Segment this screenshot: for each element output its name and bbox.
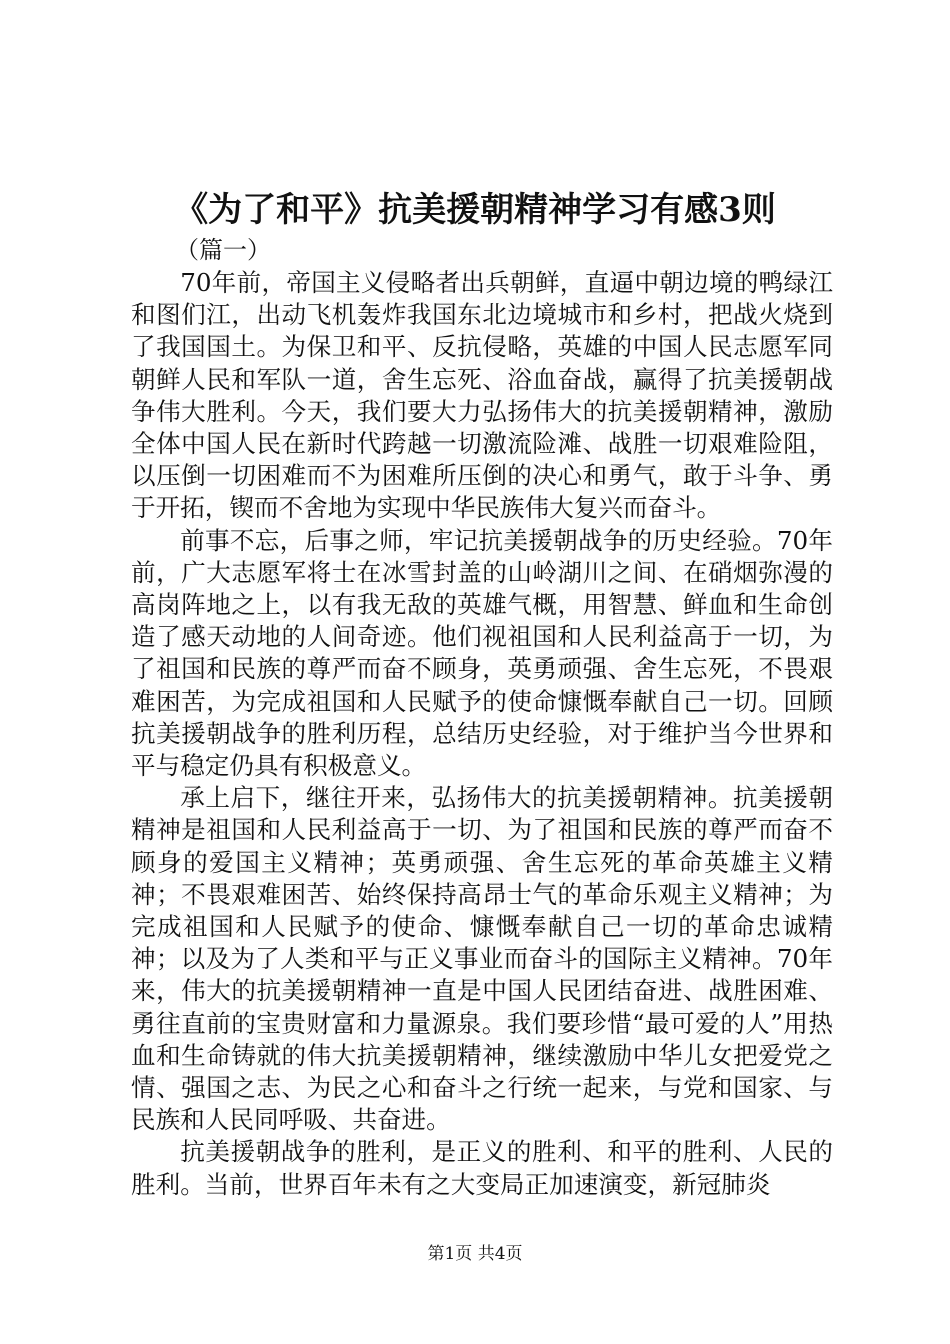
paragraph-4: 抗美援朝战争的胜利，是正义的胜利、和平的胜利、人民的胜利。当前，世界百年未有之大变局正加速演变，新冠肺炎 [131, 1137, 833, 1199]
document-title: 《为了和平》抗美援朝精神学习有感3则 [174, 190, 776, 230]
document-body [131, 267, 833, 1201]
page-indicator: 第1页 共4页 [427, 1244, 523, 1264]
section-label: （篇一） [175, 236, 271, 264]
paragraph-3: 承上启下，继往开来，弘扬伟大的抗美援朝精神。抗美援朝精神是祖国和人民利益高于一切、为了祖国和民族的尊严而奋不顾身的爱国主义精神；英勇顽强、舍生忘死的革命英雄主义精神；不畏艰难困苦、始终保持高昂士气的革命乐观主义精神；为完成祖国和人民赋予的使命、慷慨奉献自己一切的革命忠诚精神；以及为了人类和平与正义事业而奋斗的国际主义精神。70年来，伟大的抗美援朝精神一直是中国人民团结奋进、战胜困难、勇往直前的宝贵财富和力量源泉。我们要珍惜“最可爱的人”用热血和生命铸就的伟大抗美援朝精神，继续激励中华儿女把爱党之情、强国之志、为民之心和奋斗之行统一起来，与党和国家、与民族和人民同呼吸、共奋进。 [131, 783, 833, 1135]
paragraph-1: 70年前，帝国主义侵略者出兵朝鲜，直逼中朝边境的鸭绿江和图们江，出动飞机轰炸我国东北边境城市和乡村，把战火烧到了我国国土。为保卫和平、反抗侵略，英雄的中国人民志愿军同朝鲜人民和军队一道，舍生忘死、浴血奋战，赢得了抗美援朝战争伟大胜利。今天，我们要大力弘扬伟大的抗美援朝精神，激励全体中国人民在新时代跨越一切激流险滩、战胜一切艰难险阻，以压倒一切困难而不为困难所压倒的决心和勇气，敢于斗争、勇于开拓，锲而不舍地为实现中华民族伟大复兴而奋斗。 [131, 268, 833, 523]
paragraph-2: 前事不忘，后事之师，牢记抗美援朝战争的历史经验。70年前，广大志愿军将士在冰雪封盖的山岭湖川之间、在硝烟弥漫的高岗阵地之上，以有我无敌的英雄气概，用智慧、鲜血和生命创造了感天动地的人间奇迹。他们视祖国和人民利益高于一切，为了祖国和民族的尊严而奋不顾身，英勇顽强、舍生忘死，不畏艰难困苦，为完成祖国和人民赋予的使命慷慨奉献自己一切。回顾抗美援朝战争的胜利历程，总结历史经验，对于维护当今世界和平与稳定仍具有积极意义。 [131, 525, 833, 781]
